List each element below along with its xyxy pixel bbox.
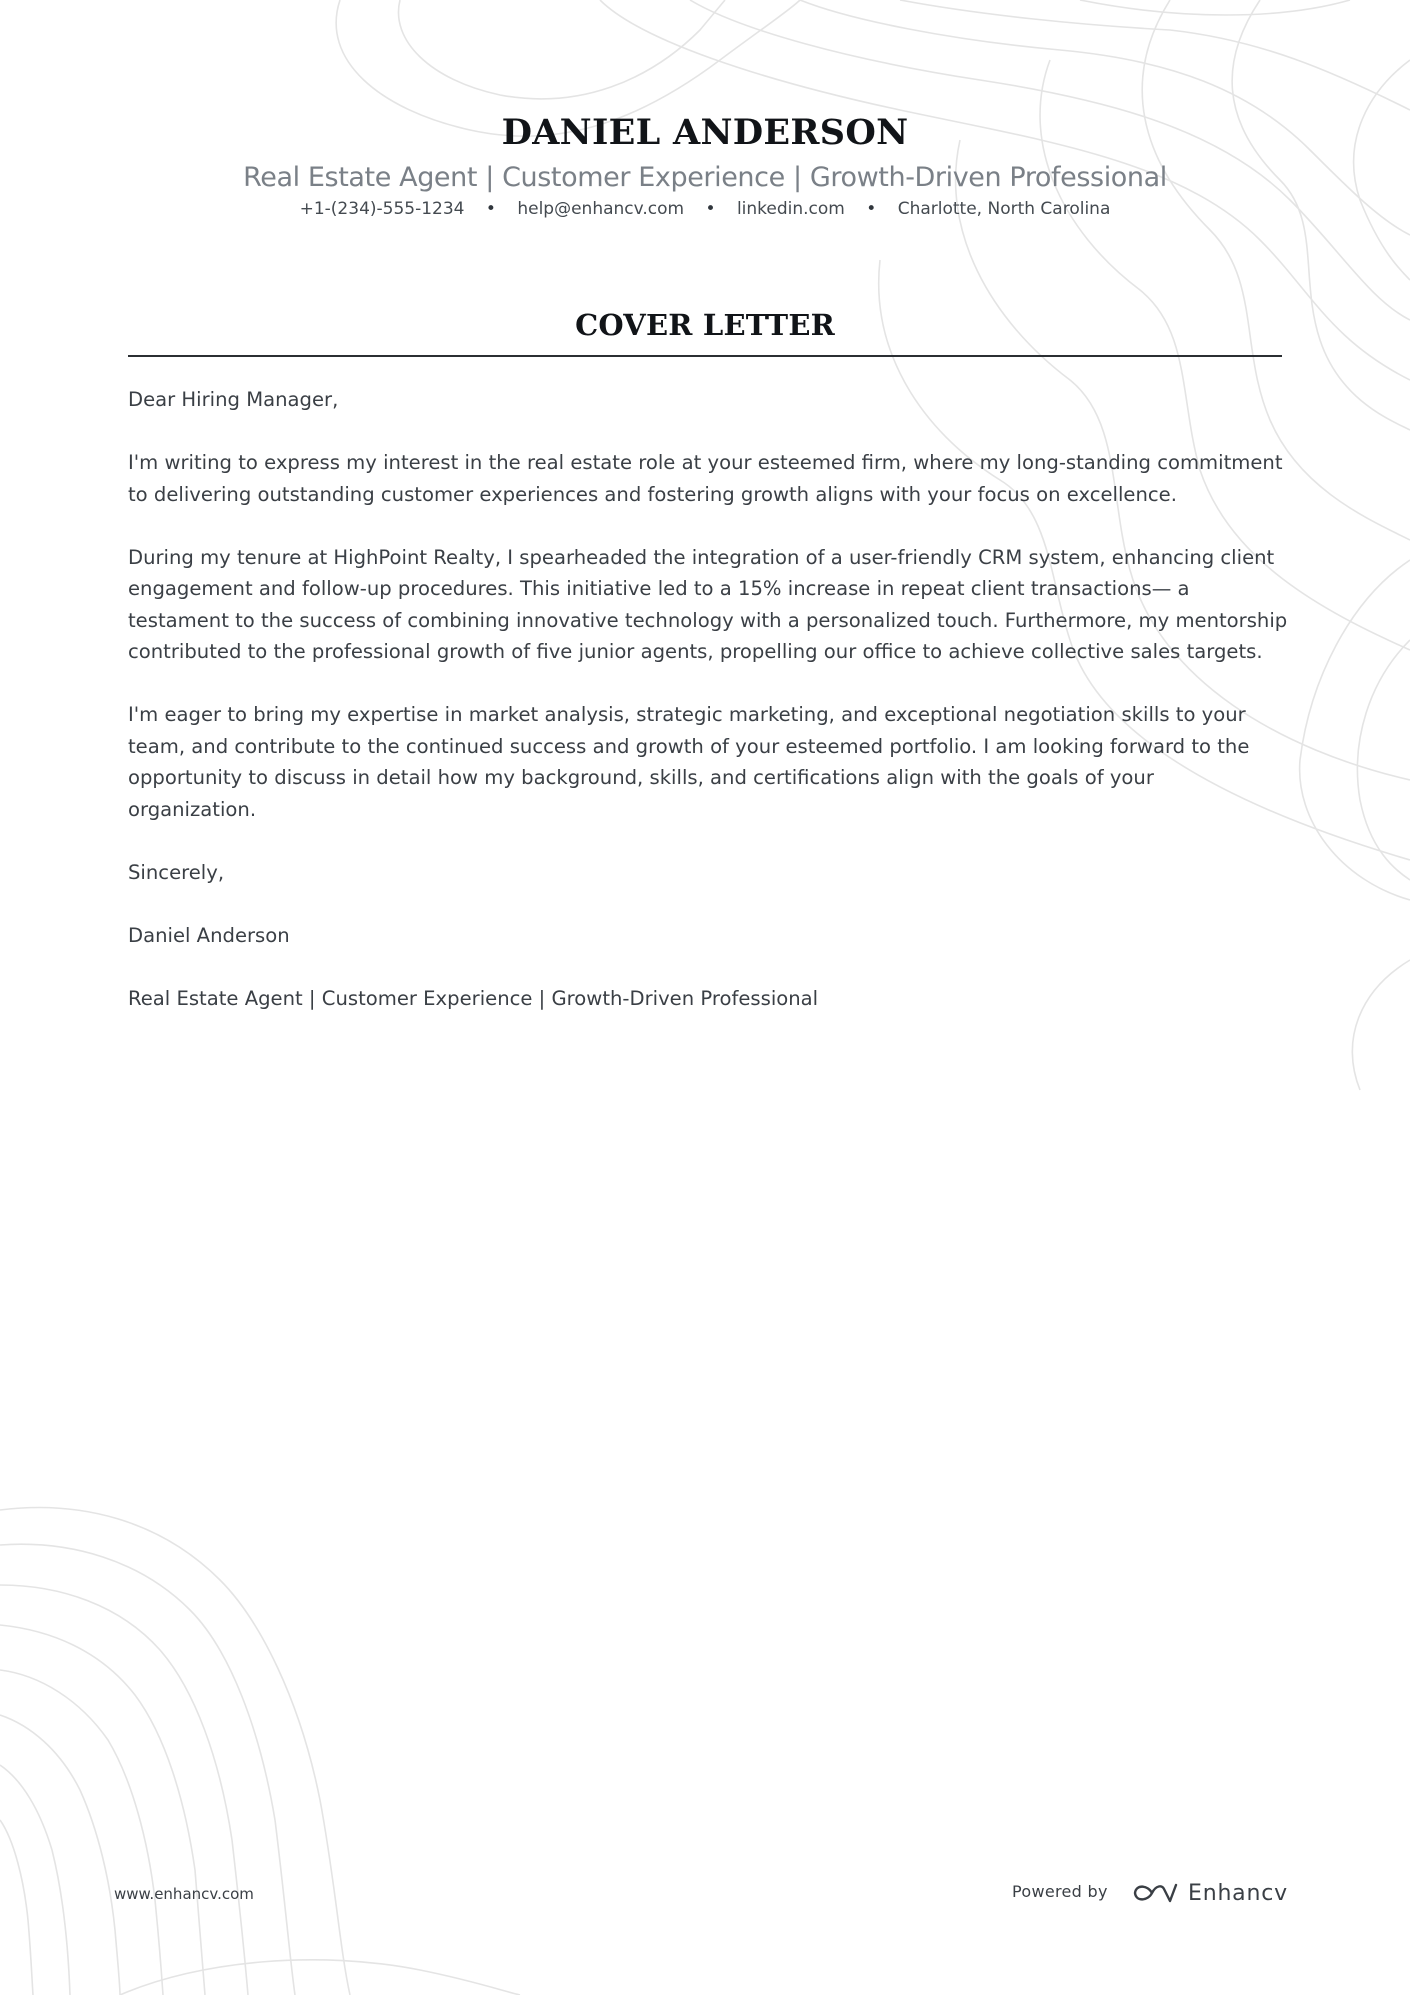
applicant-name: DANIEL ANDERSON bbox=[501, 112, 909, 153]
brand-name: Enhancv bbox=[1188, 1880, 1288, 1906]
letter-paragraph: During my tenure at HighPoint Realty, I spearheaded the integration of a user-friendly CRM system, enhancing client engagement and follow-up procedures. This initiative led to a 15% increase in repeat client transactions— a testament to the success of combining innovative technology with a personalized touch. Furthermore, my mentorship contributed to the professional growth of five junior agents, propelling our office to achieve collective sales targets. bbox=[128, 545, 1288, 663]
section-divider bbox=[128, 355, 1282, 357]
letter-paragraph: I'm eager to bring my expertise in market analysis, strategic marketing, and exceptional negotiation skills to your team, and contribute to the continued success and growth of your esteemed portfolio. I am looking forward to the opportunity to discuss in detail how my background, skills, and certifications align with the goals of your organization. bbox=[128, 703, 1250, 821]
applicant-headline: Real Estate Agent | Customer Experience | Growth-Driven Professional bbox=[243, 162, 1167, 193]
footer-url[interactable]: www.enhancv.com bbox=[114, 1885, 254, 1903]
letter-salutation: Dear Hiring Manager, bbox=[128, 388, 339, 411]
contact-separator: • bbox=[705, 199, 716, 219]
contact-phone: +1-(234)-555-1234 bbox=[299, 199, 465, 219]
section-title: COVER LETTER bbox=[575, 308, 835, 342]
letter-signature-title: Real Estate Agent | Customer Experience | Growth-Driven Professional bbox=[128, 986, 819, 1010]
enhancv-brand[interactable] bbox=[1132, 1878, 1288, 1908]
letter-paragraph: I'm writing to express my interest in the real estate role at your esteemed firm, where my long-standing commitment to delivering outstanding customer experiences and fostering growth aligns with your focus on excellence. bbox=[128, 451, 1283, 506]
contact-email[interactable]: help@enhancv.com bbox=[517, 199, 685, 219]
powered-by-label: Powered by bbox=[1012, 1882, 1108, 1901]
letter-closing: Sincerely, bbox=[128, 860, 225, 884]
letter-body bbox=[128, 384, 1288, 1046]
contact-separator: • bbox=[485, 199, 496, 219]
contact-info bbox=[0, 199, 1410, 219]
contact-separator: • bbox=[866, 199, 877, 219]
contact-linkedin[interactable]: linkedin.com bbox=[736, 199, 845, 219]
contact-location: Charlotte, North Carolina bbox=[897, 199, 1111, 219]
enhancv-logo-icon bbox=[1132, 1881, 1178, 1905]
letter-signature: Daniel Anderson bbox=[128, 923, 290, 947]
